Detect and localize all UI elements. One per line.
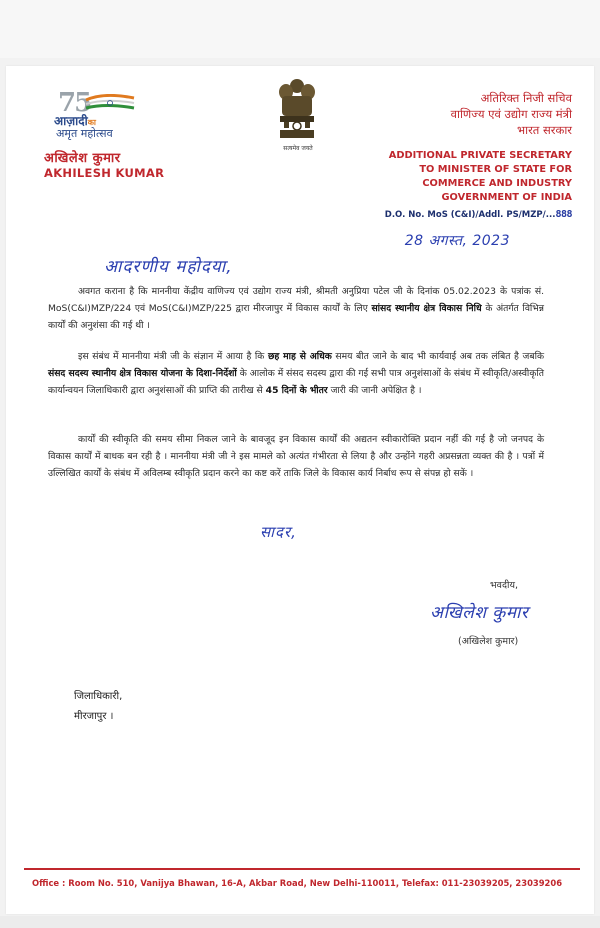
department-english-line: GOVERNMENT OF INDIA xyxy=(441,192,572,203)
paragraph-2 xyxy=(48,348,544,399)
azadi-ka-amrit-mahotsav-logo xyxy=(50,88,150,144)
paragraph-bold-text: 45 दिनों के भीतर xyxy=(265,385,328,396)
logo-line1: आज़ादी xyxy=(54,114,88,128)
department-hindi-line: वाणिज्य एवं उद्योग राज्य मंत्री xyxy=(450,107,572,121)
logo-line2: अमृत महोत्सव xyxy=(56,127,113,140)
reference-label: D.O. No. MoS (C&I)/Addl. PS/MZP/... xyxy=(384,210,556,220)
salutation: आदरणीय महोदया, xyxy=(104,257,233,277)
paragraph-bold-text: संसद सदस्य स्थानीय क्षेत्र विकास योजना के दिशा-निर्देशों xyxy=(48,368,237,379)
paragraph-text: के आलोक में संसद सदस्य द्वारा की गई सभी पात्र अनुशंसाओं के संबंध में स्वीकृति/अस्वीकृति कार्यान्वयन जिलाधिकारी द्वारा अनुशंसाओं की प्राप्ति की तारीख से xyxy=(48,368,544,396)
footer-address: Office : Room No. 510, Vanijya Bhawan, 16-A, Akbar Road, New Delhi-110011, Telefax: 011-23039205, 23039206 xyxy=(32,878,563,888)
reference-number xyxy=(385,209,572,220)
top-bar xyxy=(0,0,600,58)
bottom-bar xyxy=(0,916,600,928)
recipient-line-2: मीरजापुर । xyxy=(74,711,114,722)
flag-swoosh-icon xyxy=(84,94,136,112)
paragraph-text: जारी की जानी अपेक्षित है । xyxy=(327,385,422,396)
emblem-motto: सत्यमेव जयते xyxy=(283,145,313,152)
department-hindi-line: भारत सरकार xyxy=(517,123,572,137)
paragraph-text: अवगत कराना है कि माननीया केंद्रीय वाणिज्य एवं उद्योग राज्य मंत्री, श्रीमती अनुप्रिया पटेल जी के दिनांक 05.02.2023 के पत्रांक सं. MoS(C&I)MZP/224 एवं MoS(C&I)MZP/225 द्वारा मीरजापुर में विकास कार्यों के लिए xyxy=(48,286,544,314)
closing: भवदीय, xyxy=(490,580,518,591)
letter-page xyxy=(6,66,594,914)
paragraph-text: समय बीत जाने के बाद भी कार्यवाई अब तक लंबित है जबकि xyxy=(331,351,545,362)
department-hindi xyxy=(352,90,572,138)
department-english-line: COMMERCE AND INDUSTRY xyxy=(422,178,572,189)
sender-name-english: AKHILESH KUMAR xyxy=(44,166,165,180)
paragraph-text: इस संबंध में माननीया मंत्री जी के संज्ञान में आया है कि xyxy=(78,351,268,362)
department-hindi-line: अतिरिक्त निजी सचिव xyxy=(480,91,572,105)
paragraph-bold-text: छह माह से अधिक xyxy=(267,351,332,362)
paragraph-text: के अंतर्गत विभिन्न कार्यों की अनुशंसा की गई थी । xyxy=(48,303,544,331)
signature: अखिलेश कुमार xyxy=(430,603,529,623)
department-english xyxy=(332,149,572,205)
logo-line1-small: का xyxy=(87,118,96,127)
sender-name-hindi: अखिलेश कुमार xyxy=(44,151,121,166)
reference-handwritten-number: 888 xyxy=(555,209,572,220)
footer-divider xyxy=(24,868,580,870)
department-english-line: TO MINISTER OF STATE FOR xyxy=(419,164,572,175)
recipient-line-1: जिलाधिकारी, xyxy=(74,691,123,702)
paragraph-bold-text: सांसद स्थानीय क्षेत्र विकास निधि xyxy=(371,303,482,314)
department-english-line: ADDITIONAL PRIVATE SECRETARY xyxy=(388,150,572,161)
signature-name: (अखिलेश कुमार) xyxy=(458,636,519,647)
logo-number: 75 xyxy=(58,88,91,118)
paragraph-text: कार्यों की स्वीकृति की समय सीमा निकल जाने के बावजूद इन विकास कार्यों की अद्यतन स्वीकारोक्ति प्रदान नहीं की गई है जो जनपद के विकास कार्यों में बाधक बन रही है । माननीया मंत्री जी ने इस मामले को अत्यंत गंभीरता से लिया है और उन्होंने गहरी अप्रसन्नता व्यक्त की है । पत्रों में उल्लिखित कार्यों के संबंध में अविलम्ब स्वीकृति प्रदान करने का कष्ट करें ताकि जिले के विकास कार्य निर्बाध रूप से संपन्न हो सकें । xyxy=(48,434,544,479)
paragraph-3 xyxy=(48,431,544,482)
handwritten-closing: सादर, xyxy=(260,523,297,541)
letter-date: 28 अगस्त, 2023 xyxy=(404,233,510,249)
paragraph-1 xyxy=(48,283,544,334)
